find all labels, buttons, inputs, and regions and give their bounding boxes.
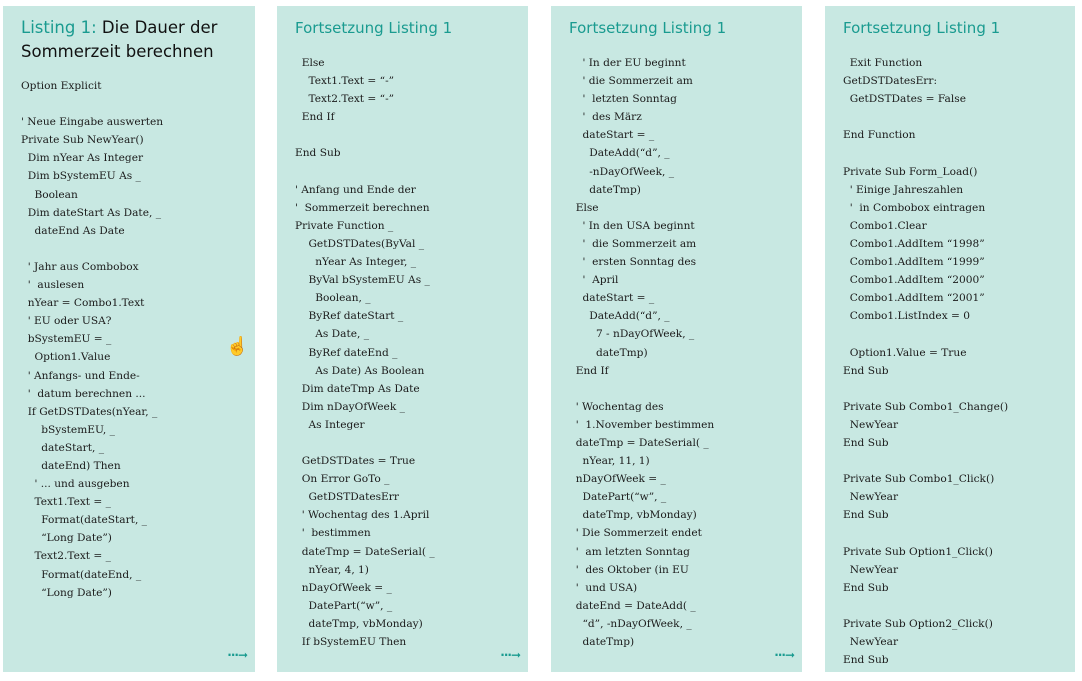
continue-arrow-icon: ···➞ bbox=[227, 648, 247, 662]
code-block: Else Text1.Text = “-” Text2.Text = “-” End If End Sub ' Anfang und Ende der ' Sommerzeit berechnen Private Function _ GetDSTDates(ByVal _ nYear As Integer, _ ByVal bSystemEU As _ Boolean, _ ByRef dateStart _ As Date, _ ByRef dateEnd _ As Date) As Boolean Dim dateTmp As Date Dim nDayOfWeek _ As Integer GetDSTDates = True On Error GoTo _ GetDSTDatesErr ' Wochentag des 1.April ' bestimmen dateTmp = DateSerial( _ nYear, 4, 1) nDayOfWeek = _ DatePart(“w”, _ dateTmp, vbMonday) If bSystemEU Then bbox=[295, 57, 435, 648]
listing-column-2 bbox=[277, 6, 528, 672]
listing-column-1 bbox=[3, 6, 255, 672]
continue-arrow-icon: ···➞ bbox=[774, 648, 794, 662]
listing-column-4 bbox=[825, 6, 1075, 672]
listing-title bbox=[21, 16, 217, 64]
continuation-title: Fortsetzung Listing 1 bbox=[295, 19, 453, 37]
listing-title-rest: Die Dauer der bbox=[96, 18, 218, 37]
code-block: Option Explicit ' Neue Eingabe auswerten Private Sub NewYear() Dim nYear As Integer Dim bSystemEU As _ Boolean Dim dateStart As Date, _ dateEnd As Date ' Jahr aus Combobox ' auslesen nYear = Combo1.Text ' EU oder USA? bSystemEU = _ Option1.Value ' Anfangs- und Ende- ' datum berechnen ... If GetDSTDates(nYear, _ bSystemEU, _ dateStart, _ dateEnd) Then ' ... und ausgeben Text1.Text = _ Format(dateStart, _ “Long Date”) Text2.Text = _ Format(dateEnd, _ “Long Date”) bbox=[21, 80, 164, 599]
listing-title-line2: Sommerzeit berechnen bbox=[21, 42, 214, 61]
listing-column-3 bbox=[551, 6, 802, 672]
hand-pointer-icon: ☝ bbox=[226, 336, 249, 356]
code-block: ' In der EU beginnt ' die Sommerzeit am ' letzten Sonntag ' des März dateStart = _ DateAdd(“d”, _ -nDayOfWeek, _ dateTmp) Else ' In den USA beginnt ' die Sommerzeit am ' ersten Sonntag des ' April dateStart = _ DateAdd(“d”, _ 7 - nDayOfWeek, _ dateTmp) End If ' Wochentag des ' 1.November bestimmen dateTmp = DateSerial( _ nYear, 11, 1) nDayOfWeek = _ DatePart(“w”, _ dateTmp, vbMonday) ' Die Sommerzeit endet ' am letzten Sonntag ' des Oktober (in EU ' und USA) dateEnd = DateAdd( _ “d”, -nDayOfWeek, _ dateTmp) bbox=[575, 57, 715, 648]
continuation-title: Fortsetzung Listing 1 bbox=[843, 19, 1001, 37]
continuation-title: Fortsetzung Listing 1 bbox=[569, 19, 727, 37]
continue-arrow-icon: ···➞ bbox=[500, 648, 520, 662]
listing-title-prefix: Listing 1: bbox=[21, 18, 97, 37]
code-block: Exit Function GetDSTDatesErr: GetDSTDates = False End Function Private Sub Form_Load() ' Einige Jahreszahlen ' in Combobox eintragen Combo1.Clear Combo1.AddItem “1998” Combo1.AddItem “1999” Combo1.AddItem “2000” Combo1.AddItem “2001” Combo1.ListIndex = 0 Option1.Value = True End Sub Private Sub Combo1_Change() NewYear End Sub Private Sub Combo1_Click() NewYear End Sub Private Sub Option1_Click() NewYear End Sub Private Sub Option2_Click() NewYear End Sub bbox=[843, 57, 1009, 667]
